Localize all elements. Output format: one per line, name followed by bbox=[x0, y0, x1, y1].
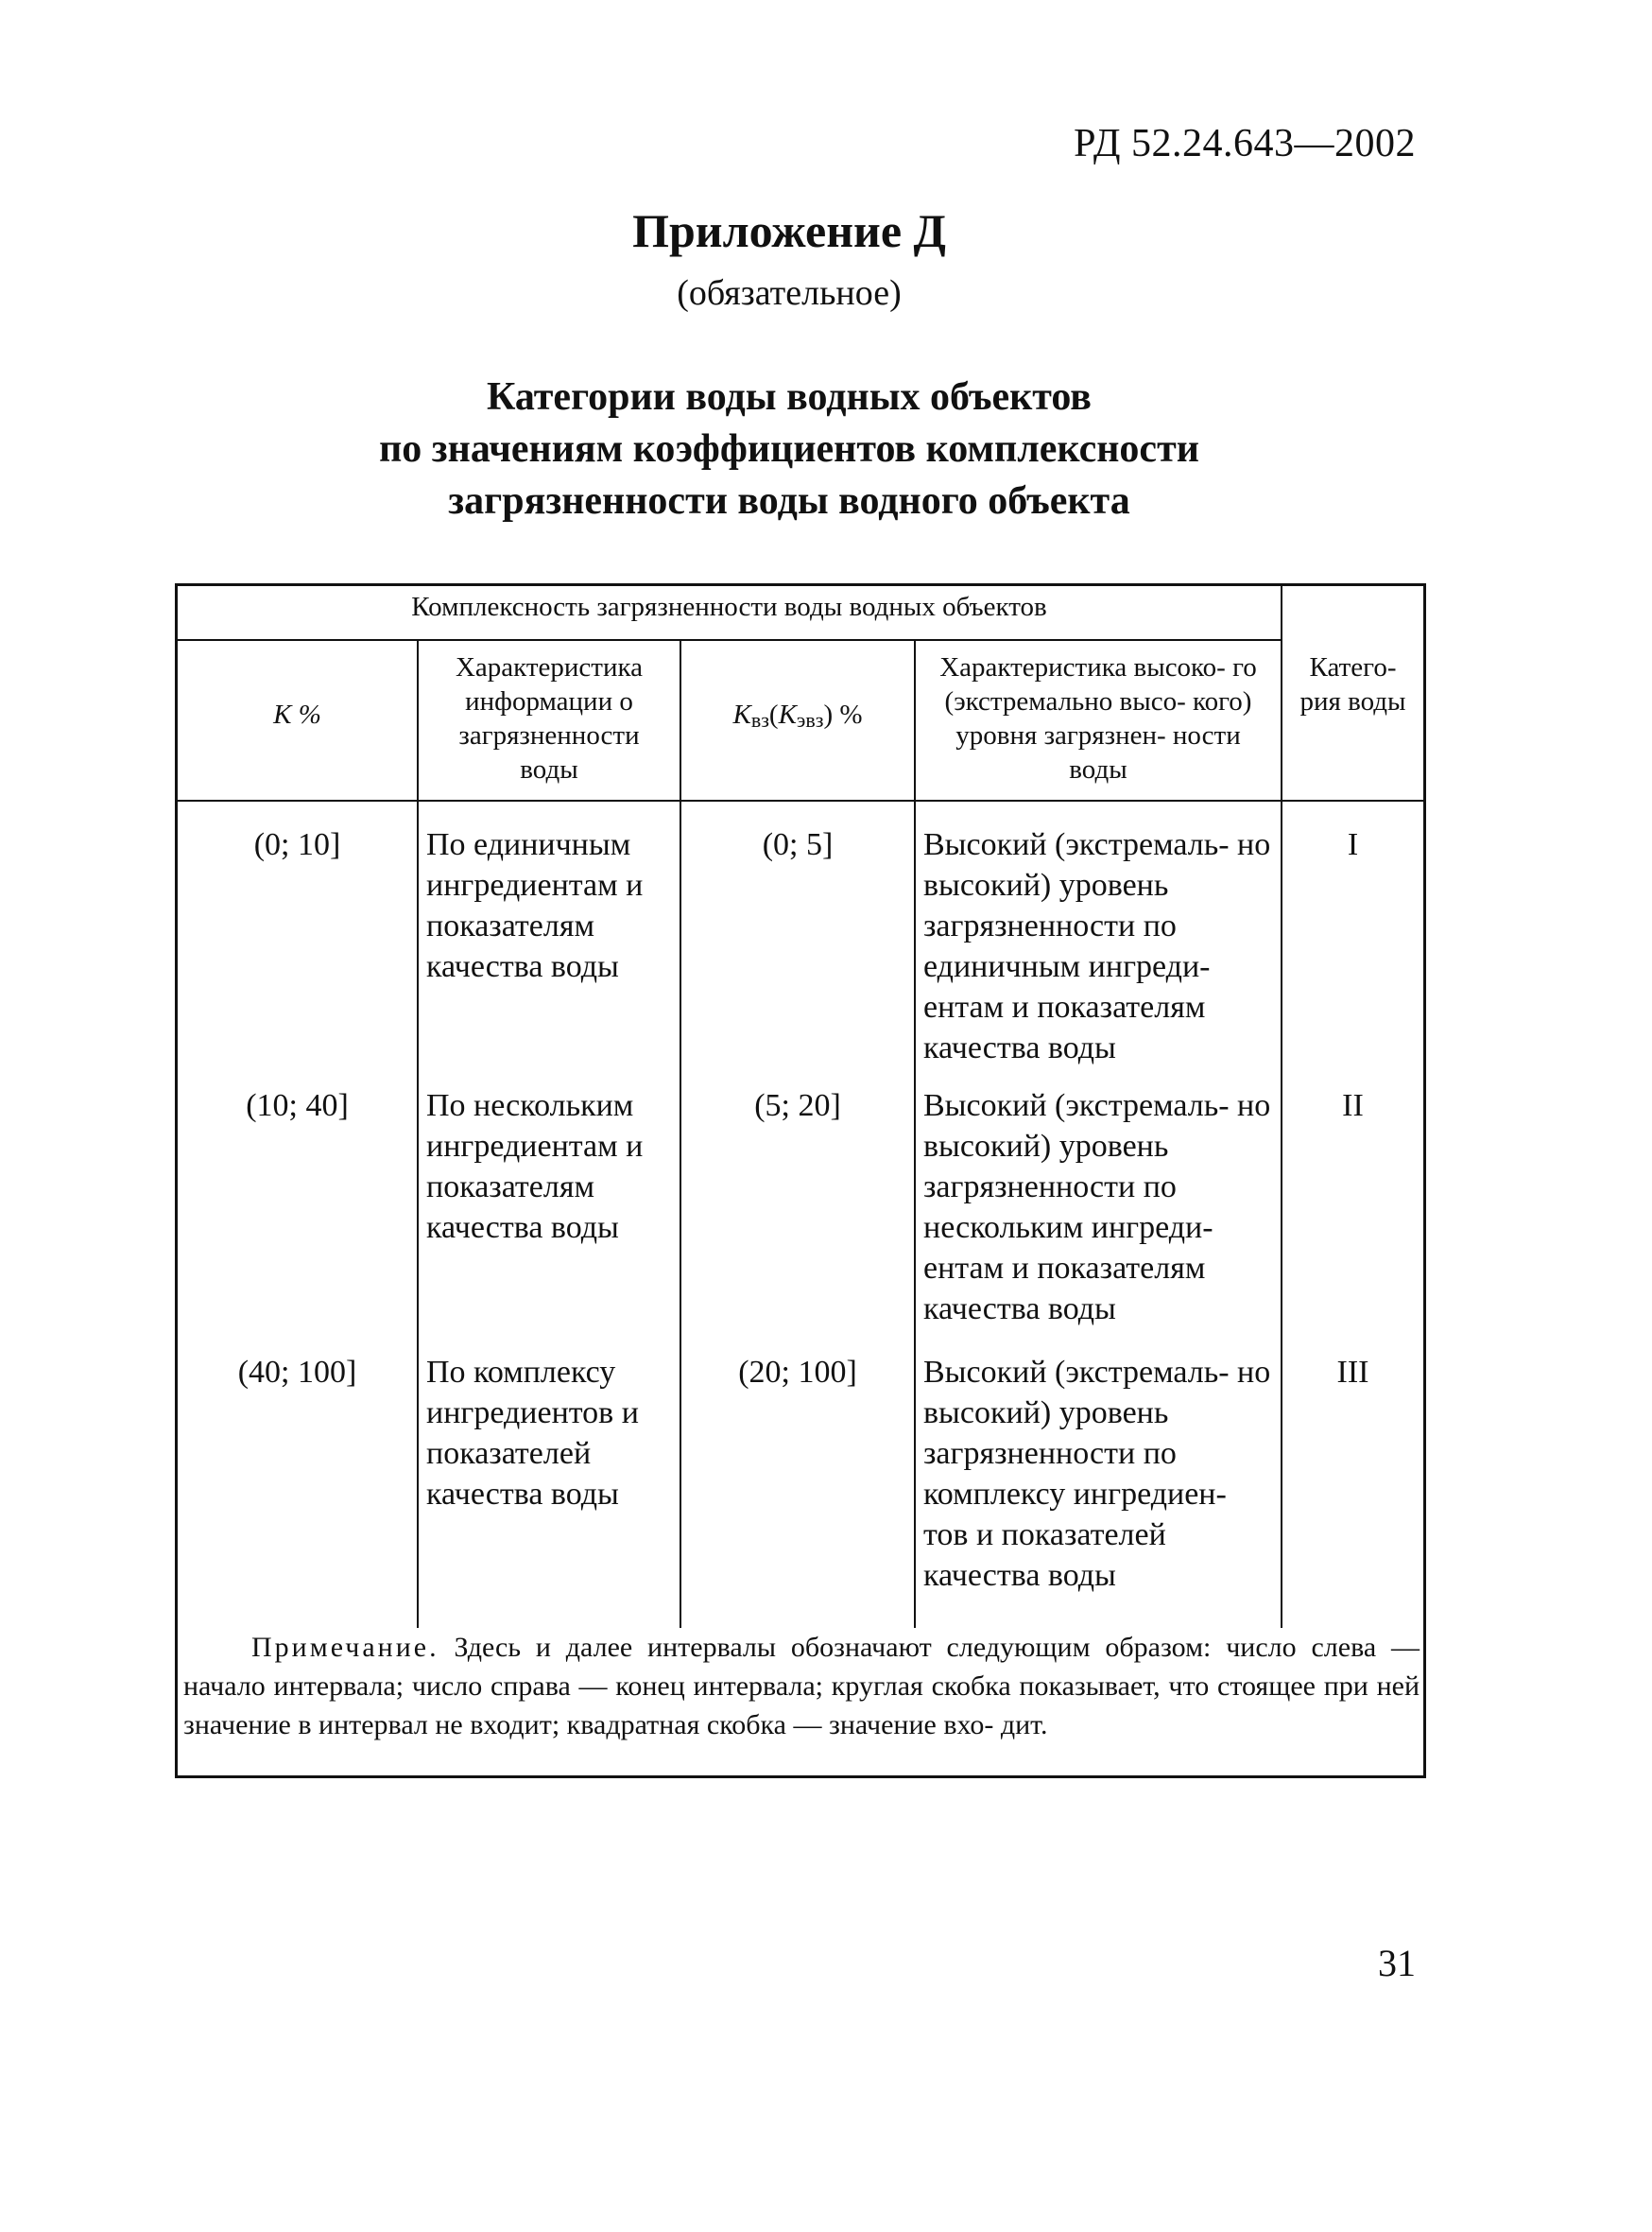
page-number: 31 bbox=[1378, 1942, 1416, 1984]
row3-level: Высокий (экстремаль- но высокий) уровень загрязненности по комплексу ингредиен- тов и показателей качества воды bbox=[923, 1355, 1271, 1593]
row1-level: Высокий (экстремаль- но высокий) уровень загрязненности по единичным ингреди- ентам и показателям качества воды bbox=[923, 827, 1271, 1065]
kvz-subscript: вз bbox=[750, 708, 769, 732]
row3-info: По комплексу ингредиентов и показателей качества воды bbox=[426, 1355, 639, 1512]
note-label: Примечание. bbox=[251, 1632, 439, 1663]
row3-category: III bbox=[1336, 1355, 1369, 1390]
row1-k: (0; 10] bbox=[253, 827, 341, 862]
row1-info: По единичным ингредиентам и показателям качества воды bbox=[426, 827, 644, 984]
table-heading bbox=[0, 372, 1578, 528]
row1-category: I bbox=[1347, 827, 1359, 862]
group-header: Комплексность загрязненности воды водных объектов bbox=[411, 592, 1047, 622]
divider-col3 bbox=[914, 639, 916, 1628]
col-header-level: Характеристика высоко- го (экстремально высо- кого) уровня загрязнен- ности воды bbox=[939, 652, 1257, 785]
col-header-k bbox=[178, 698, 417, 732]
heading-line-1: Категории воды водных объектов bbox=[486, 375, 1092, 419]
divider-col2 bbox=[680, 639, 681, 1628]
row3-k: (40; 100] bbox=[237, 1355, 357, 1390]
appendix-title: Приложение Д bbox=[632, 204, 946, 257]
row3-kvz: (20; 100] bbox=[738, 1355, 857, 1390]
divider-header bbox=[178, 800, 1423, 802]
row2-info: По нескольким ингредиентам и показателям качества воды bbox=[426, 1088, 644, 1245]
heading-line-3: загрязненности воды водного объекта bbox=[448, 479, 1130, 523]
col-header-category: Катего- рия воды bbox=[1299, 652, 1406, 717]
row2-category: II bbox=[1342, 1088, 1364, 1123]
col-header-kvz bbox=[681, 698, 914, 737]
heading-line-2: по значениям коэффициентов комплексности bbox=[379, 427, 1199, 471]
kevz-symbol: K bbox=[778, 700, 797, 730]
table-note bbox=[183, 1628, 1420, 1744]
appendix-subtitle: (обязательное) bbox=[677, 273, 902, 313]
categories-table bbox=[175, 583, 1426, 1778]
note-text: Здесь и далее интервалы обозначают следующим образом: число слева — начало интервала; число справа — конец интервала; круглая скобка показывает, что стоящее при ней значение в интервал не входит; квадратная скобка — значение вхо- дит. bbox=[183, 1632, 1420, 1740]
row2-k: (10; 40] bbox=[246, 1088, 349, 1123]
row2-level: Высокий (экстремаль- но высокий) уровень загрязненности по нескольким ингреди- ентам и показателям качества воды bbox=[923, 1088, 1271, 1326]
document-code: РД 52.24.643—2002 bbox=[1074, 122, 1416, 165]
kevz-subscript: эвз bbox=[796, 708, 824, 732]
row1-kvz: (0; 5] bbox=[762, 827, 834, 862]
kvz-open-paren: ( bbox=[768, 700, 779, 730]
kvz-close-paren: ) % bbox=[823, 700, 863, 730]
col-header-info: Характеристика информации о загрязненности воды bbox=[455, 652, 644, 785]
col-header-k-text: K % bbox=[273, 700, 321, 730]
kvz-symbol: K bbox=[732, 700, 751, 730]
divider-col1 bbox=[417, 639, 419, 1628]
row2-kvz: (5; 20] bbox=[754, 1088, 841, 1123]
divider-group-header bbox=[178, 639, 1281, 641]
